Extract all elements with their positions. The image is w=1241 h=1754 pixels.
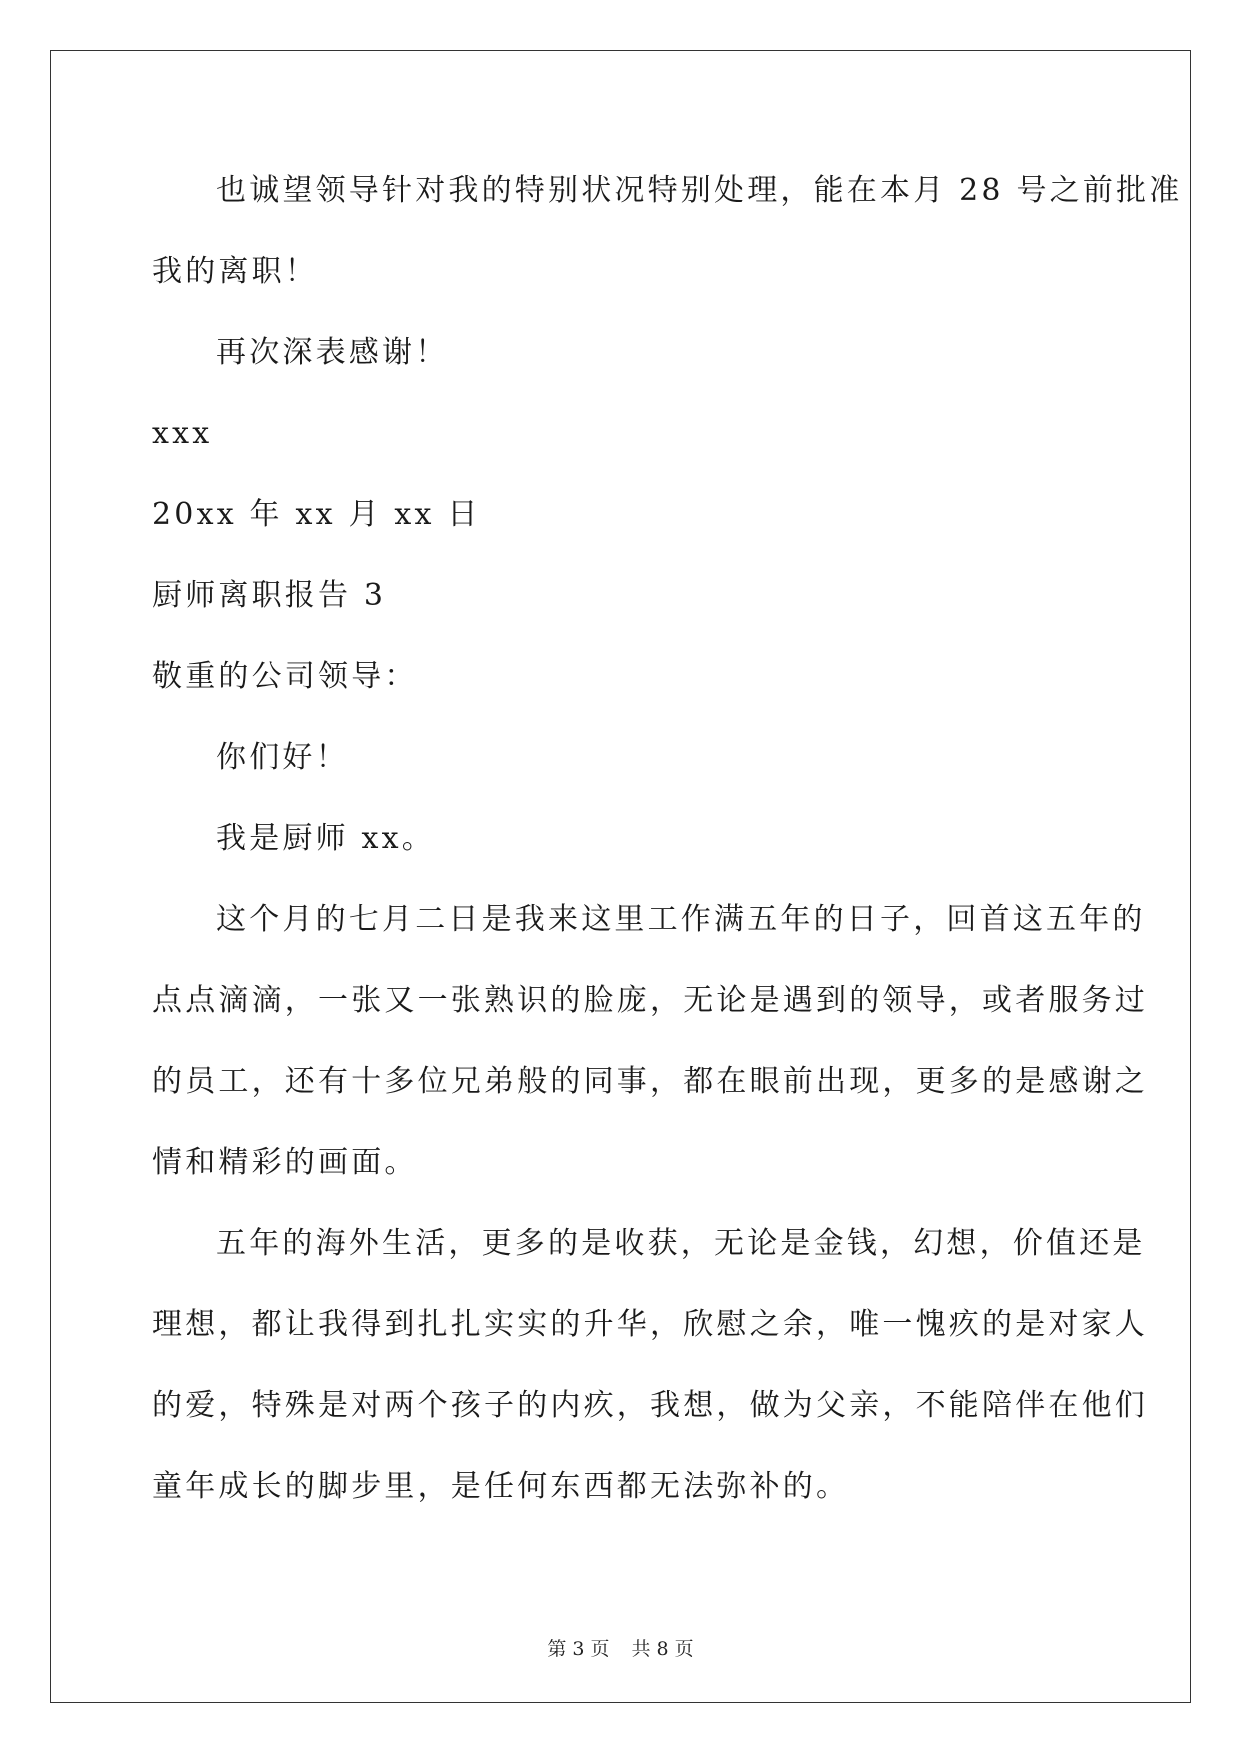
current-page-number: 第 3 页 [547, 1638, 610, 1660]
paragraph-line: 五年的海外生活，更多的是收获，无论是金钱，幻想，价值还是 [216, 1226, 1146, 1261]
paragraph-line: 的员工，还有十多位兄弟般的同事，都在眼前出现，更多的是感谢之 [152, 1064, 1148, 1099]
paragraph-line: 的爱，特殊是对两个孩子的内疚，我想，做为父亲，不能陪伴在他们 [152, 1388, 1148, 1423]
signature-date: 20xx 年 xx 月 xx 日 [152, 497, 481, 532]
paragraph-line: 也诚望领导针对我的特别状况特别处理，能在本月 28 号之前批准 [216, 173, 1183, 208]
document-body [152, 165, 1183, 1542]
salutation: 敬重的公司领导： [152, 659, 418, 694]
paragraph-line: 再次深表感谢！ [216, 335, 449, 370]
paragraph-line: 这个月的七月二日是我来这里工作满五年的日子，回首这五年的 [216, 902, 1146, 937]
paragraph-line: 情和精彩的画面。 [152, 1145, 418, 1180]
paragraph-line: 理想，都让我得到扎扎实实的升华，欣慰之余，唯一愧疚的是对家人 [152, 1307, 1148, 1342]
total-page-count: 共 8 页 [631, 1638, 694, 1660]
paragraph-line: 童年成长的脚步里，是任何东西都无法弥补的。 [152, 1469, 850, 1504]
section-title: 厨师离职报告 3 [152, 578, 387, 613]
greeting: 你们好！ [216, 740, 349, 775]
signature-name: xxx [152, 416, 213, 451]
paragraph-line: 我是厨师 xx。 [216, 821, 435, 856]
paragraph-line: 点点滴滴，一张又一张熟识的脸庞，无论是遇到的领导，或者服务过 [152, 983, 1148, 1018]
paragraph-line: 我的离职！ [152, 254, 318, 289]
page-footer [0, 1634, 1241, 1661]
